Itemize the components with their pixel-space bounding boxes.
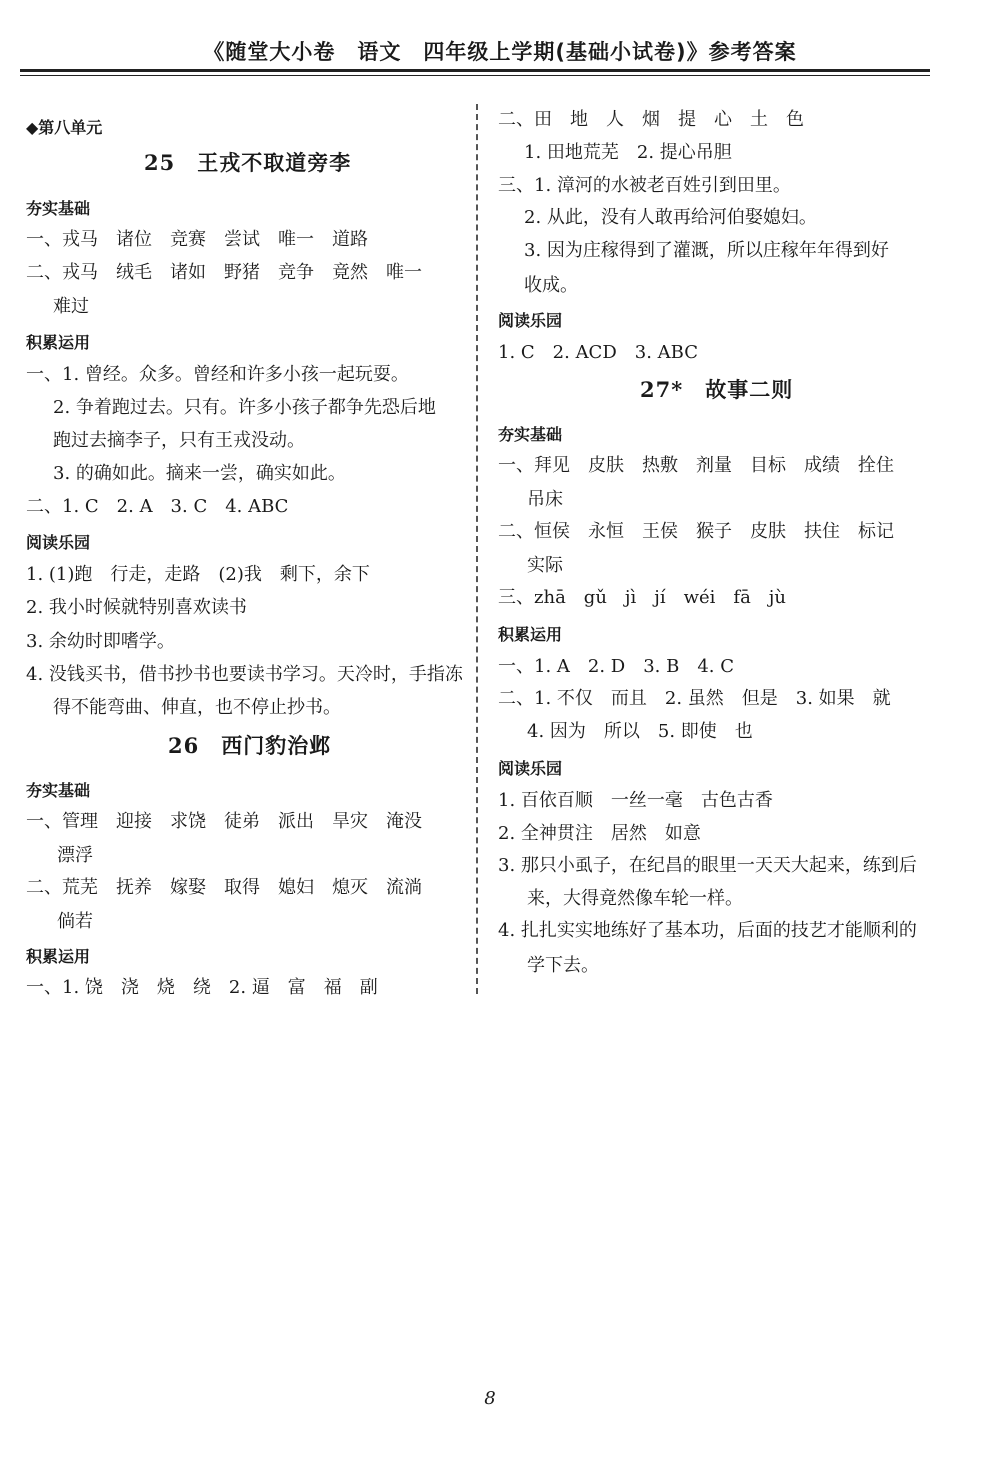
answer-line: 跑过去摘李子，只有王戎没动。: [53, 430, 305, 451]
answer-line: 吊床: [527, 489, 563, 510]
section-heading: 夯实基础: [498, 425, 563, 444]
section-heading: 积累运用: [26, 947, 91, 966]
lesson-25-title: 25 王戎不取道旁李: [144, 150, 352, 175]
section-heading: 积累运用: [26, 333, 91, 352]
answer-line: 一、1. A 2. D 3. B 4. C: [498, 656, 735, 677]
answer-line: 1. 田地荒芜 2. 提心吊胆: [524, 142, 732, 163]
answer-line: 3. 因为庄稼得到了灌溉，所以庄稼年年得到好: [524, 240, 889, 261]
answer-line: 4. 扎扎实实地练好了基本功，后面的技艺才能顺利的: [498, 920, 917, 941]
answer-line: 3. 余幼时即嗜学。: [26, 631, 175, 652]
answer-line: 3. 那只小虱子，在纪昌的眼里一天天大起来，练到后: [498, 855, 917, 876]
lesson-27-title: 27* 故事二则: [640, 377, 794, 402]
answer-line: 4. 因为 所以 5. 即使 也: [527, 721, 753, 742]
answer-line: 实际: [527, 555, 563, 576]
section-heading: 阅读乐园: [26, 533, 91, 552]
answer-line: 倘若: [57, 911, 93, 932]
answer-line: 漂浮: [57, 845, 93, 866]
section-heading: 积累运用: [498, 625, 563, 644]
section-heading: 夯实基础: [26, 781, 91, 800]
answer-line: 2. 全神贯注 居然 如意: [498, 823, 701, 844]
answer-line: 一、1. 饶 浇 烧 绕 2. 逼 富 福 副: [26, 977, 378, 998]
answer-line: 二、荒芜 抚养 嫁娶 取得 媳妇 熄灭 流淌: [26, 877, 422, 898]
answer-line: 2. 从此，没有人敢再给河伯娶媳妇。: [524, 207, 817, 228]
answer-line: 1. 百依百顺 一丝一毫 古色古香: [498, 790, 773, 811]
section-heading: 阅读乐园: [498, 759, 563, 778]
lesson-26-title: 26 西门豹治邺: [168, 733, 332, 758]
answer-line: 一、拜见 皮肤 热敷 剂量 目标 成绩 拴住: [498, 455, 894, 476]
answer-line: 一、1. 曾经。众多。曾经和许多小孩一起玩耍。: [26, 364, 409, 385]
section-heading: 夯实基础: [26, 199, 91, 218]
answer-line: 2. 我小时候就特别喜欢读书: [26, 597, 247, 618]
header-rule-thick: [20, 69, 930, 72]
answer-line: 二、田 地 人 烟 提 心 土 色: [498, 109, 804, 130]
answer-line: 来，大得竟然像车轮一样。: [527, 888, 743, 909]
answer-line: 收成。: [524, 275, 578, 296]
answer-line: 得不能弯曲、伸直，也不停止抄书。: [53, 697, 341, 718]
section-heading: 阅读乐园: [498, 311, 563, 330]
answer-line: 三、1. 漳河的水被老百姓引到田里。: [498, 175, 791, 196]
page-number: 8: [484, 1388, 496, 1409]
answer-line: 二、1. C 2. A 3. C 4. ABC: [26, 496, 289, 517]
answer-line: 三、zhā gǔ jì jí wéi fā jù: [498, 587, 786, 608]
answer-line: 1. C 2. ACD 3. ABC: [498, 342, 698, 363]
answer-line: 二、恒侯 永恒 王侯 猴子 皮肤 扶住 标记: [498, 521, 894, 542]
page-header-title: 《随堂大小卷 语文 四年级上学期(基础小试卷)》参考答案: [203, 40, 797, 64]
answer-line: 一、管理 迎接 求饶 徒弟 派出 旱灾 淹没: [26, 811, 422, 832]
unit-heading: ◆第八单元: [26, 118, 103, 137]
answer-line: 难过: [53, 296, 89, 317]
answer-line: 3. 的确如此。摘来一尝，确实如此。: [53, 463, 346, 484]
answer-line: 二、1. 不仅 而且 2. 虽然 但是 3. 如果 就: [498, 688, 891, 709]
answer-line: 2. 争着跑过去。只有。许多小孩子都争先恐后地: [53, 397, 436, 418]
answer-line: 一、戎马 诸位 竞赛 尝试 唯一 道路: [26, 229, 368, 250]
column-divider: [476, 104, 478, 994]
header-rule-thin: [20, 75, 930, 76]
answer-line: 4. 没钱买书，借书抄书也要读书学习。天冷时，手指冻: [26, 664, 463, 685]
answer-line: 1. (1)跑 行走，走路 (2)我 剩下，余下: [26, 564, 370, 585]
answer-line: 二、戎马 绒毛 诸如 野猪 竞争 竟然 唯一: [26, 262, 422, 283]
answer-line: 学下去。: [527, 955, 599, 976]
